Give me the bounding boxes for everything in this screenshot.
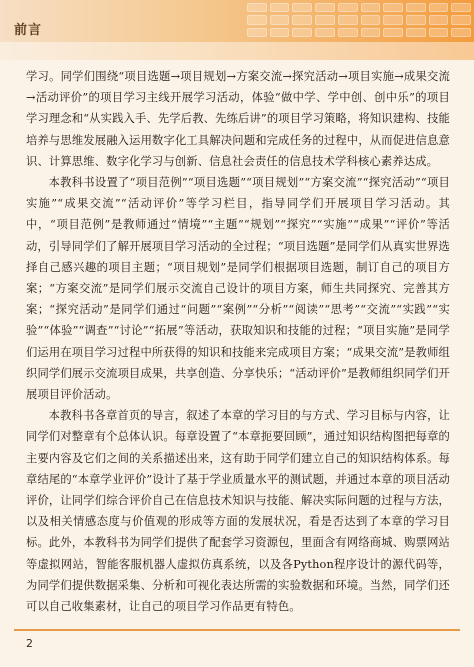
paragraph-1: 学习。同学们围绕“项目选题→项目规划→方案交流→探究活动→项目实施→成果交流→活动评价”的项目学习主线开展学习活动，体验“做中学、学中创、创中乐”的项目学习理念和“从实践入手、先学后教、先练后讲”的项目学习策略，将知识建构、技能培养与思维发展融入运用数字化工具解决问题和完成任务的过程中，从而促进信息意识、计算思维、数字化学习与创新、信息社会责任的信息技术学科核心素养达成。	[26, 70, 450, 168]
footer-rule	[14, 629, 460, 631]
section-label: 前言	[14, 23, 43, 38]
header-decoration-grid	[244, 0, 474, 40]
page-footer	[0, 629, 474, 667]
paragraph-2: 本教科书设置了“项目范例”“项目选题”“项目规划”“方案交流”“探究活动”“项目实施”“成果交流”“活动评价”等学习栏目，指导同学们开展项目学习活动。其中，“项目范例”是教师通过“情境”“主题”“规划”“探究”“实施”“成果”“评价”等活动，引导同学们了解开展项目学习活动的全过程；“项目选题”是同学们从真实世界选择自己感兴趣的项目主题；“项目规划”是同学们根据项目选题，制订自己的项目方案；“方案交流”是同学们展示交流自己设计的项目方案，师生共同探究、完善其方案；“探究活动”是同学们通过“问题”“案例”“分析”“阅读”“思考”“交流”“实践”“实验”“体验”“调查”“讨论”“拓展”等活动，获取知识和技能的过程；“项目实施”是同学们运用在项目学习过程中所获得的知识和技能来完成项目方案；“成果交流”是教师组织同学们展示交流项目成果，共享创造、分享快乐；“活动评价”是教师组织同学们开展项目评价活动。	[26, 176, 450, 402]
header-band	[0, 42, 474, 60]
page-number: 2	[26, 637, 33, 650]
paragraph-3: 本教科书各章首页的导言，叙述了本章的学习目的与方式、学习目标与内容，让同学们对整章有个总体认识。每章设置了“本章扼要回顾”，通过知识结构图把每章的主要内容及它们之间的关系描述出来，这有助于同学们建立自己的知识结构体系。每章结尾的“本章学业评价”设计了基于学业质量水平的测试题，并通过本章的项目活动评价，让同学们综合评价自己在信息技术知识与技能、解决实际问题的过程与方法，以及相关情感态度与价值观的形成等方面的发展状况，看是否达到了本章的学习目标。此外，本教科书为同学们提供了配套学习资源包，里面含有网络商城、购票网站等虚拟网站，智能客服机器人虚拟仿真系统，以及各Python程序设计的源代码等，为同学们提供数据采集、分析和可视化表达所需的实验数据和环境。当然，同学们还可以自己收集素材，让自己的项目学习作品更有特色。	[26, 409, 450, 614]
page-header	[0, 0, 474, 60]
body-text	[26, 66, 450, 617]
